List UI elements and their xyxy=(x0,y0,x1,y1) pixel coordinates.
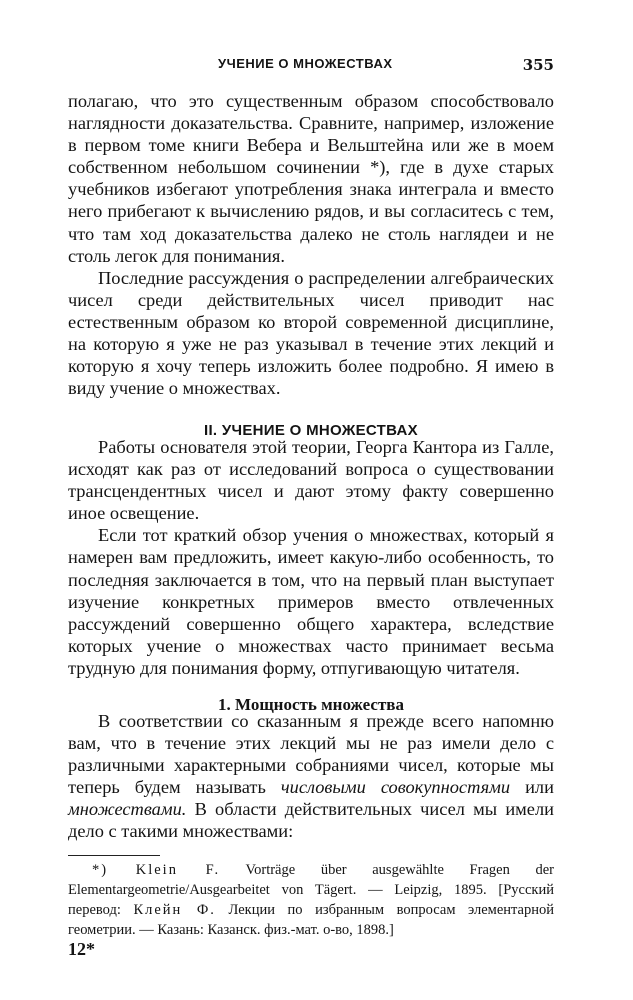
section-heading: II. УЧЕНИЕ О МНОЖЕСТВАХ xyxy=(204,422,418,440)
running-header xyxy=(68,56,554,76)
document-page xyxy=(68,48,554,988)
footnote-title-latin: Vorträge über ausgewählte Fragen der Elementargeometrie/Ausgearbeitet von Tägert. — Leipzig, 1895. [Русский перевод: xyxy=(68,862,554,918)
paragraph-2: Последние рассуждения о распределении алгебраических чисел среди действительных чисел приводит нас естественным образом ко второй современной дисциплине, на которую я уже не раз указывал в течение этих лекций и которую я хочу теперь изложить более подробно. Я имею в виду учение о множествах. xyxy=(68,267,554,399)
subsection-heading: 1. Мощность множества xyxy=(218,695,404,714)
footnote-author-russian: Клейн Ф. xyxy=(133,902,216,918)
italic-term-sets: множествами. xyxy=(68,799,187,820)
italic-term-numerical-collections: числовыми совокупностями xyxy=(280,777,511,798)
footnote xyxy=(68,860,554,940)
section-paragraph-1: Работы основателя этой теории, Георга Кантора из Галле, исходят как раз от исследований вопроса о существовании трансцендентных чисел и дают этому факту совершенно иное освещение. xyxy=(68,437,554,524)
subsection-connector: или xyxy=(525,777,554,798)
running-title: УЧЕНИЕ О МНОЖЕСТВАХ xyxy=(218,56,393,71)
section-paragraph-2: Если тот краткий обзор учения о множествах, который я намерен вам предложить, имеет какую-либо особенность, то последняя заключается в том, что на первый план выступает изучение конкретных примеров вместо отвлеченных рассуждений совершенно общего характера, вследствие которых учение о множествах часто принимает весьма трудную для понимания форму, отпугивающую читателя. xyxy=(68,525,554,678)
footnote-author-latin: *) Klein F. xyxy=(92,862,221,878)
subsection-text-after: В области действительных чисел мы имели дело с такими множествами: xyxy=(68,799,554,842)
subsection-paragraph xyxy=(68,710,554,843)
subsection-text xyxy=(68,710,554,843)
signature-mark: 12* xyxy=(68,939,95,959)
section-text xyxy=(68,436,554,679)
subsection-text-before: В соответствии со сказанным я прежде всего напомню вам, что в течение этих лекций мы не раз имели дело с различными характерными собраниями чисел, которые мы теперь будем называть xyxy=(68,711,554,798)
paragraph-1: полагаю, что это существенным образом способствовало наглядности доказательства. Сравните, например, изложение в первом томе книги Вебера и Вельштейна или же в моем собственном небольшом сочинении *), где в духе старых учебников избегают употребления знака интеграла и вместо него прибегают к вычислению рядов, и вы согласитесь с тем, что там ход доказательства далеко не столь наглядеи и не столь легок для понимания. xyxy=(68,91,554,266)
footnote-divider xyxy=(68,855,160,856)
footnote-text xyxy=(68,860,554,940)
footnote-title-russian: Лекции по избранным вопросам элементарной геометрии. — Казань: Казанск. физ.-мат. о-во, 1898.] xyxy=(68,902,555,938)
opening-text xyxy=(68,90,554,399)
page-number: 355 xyxy=(522,56,554,74)
